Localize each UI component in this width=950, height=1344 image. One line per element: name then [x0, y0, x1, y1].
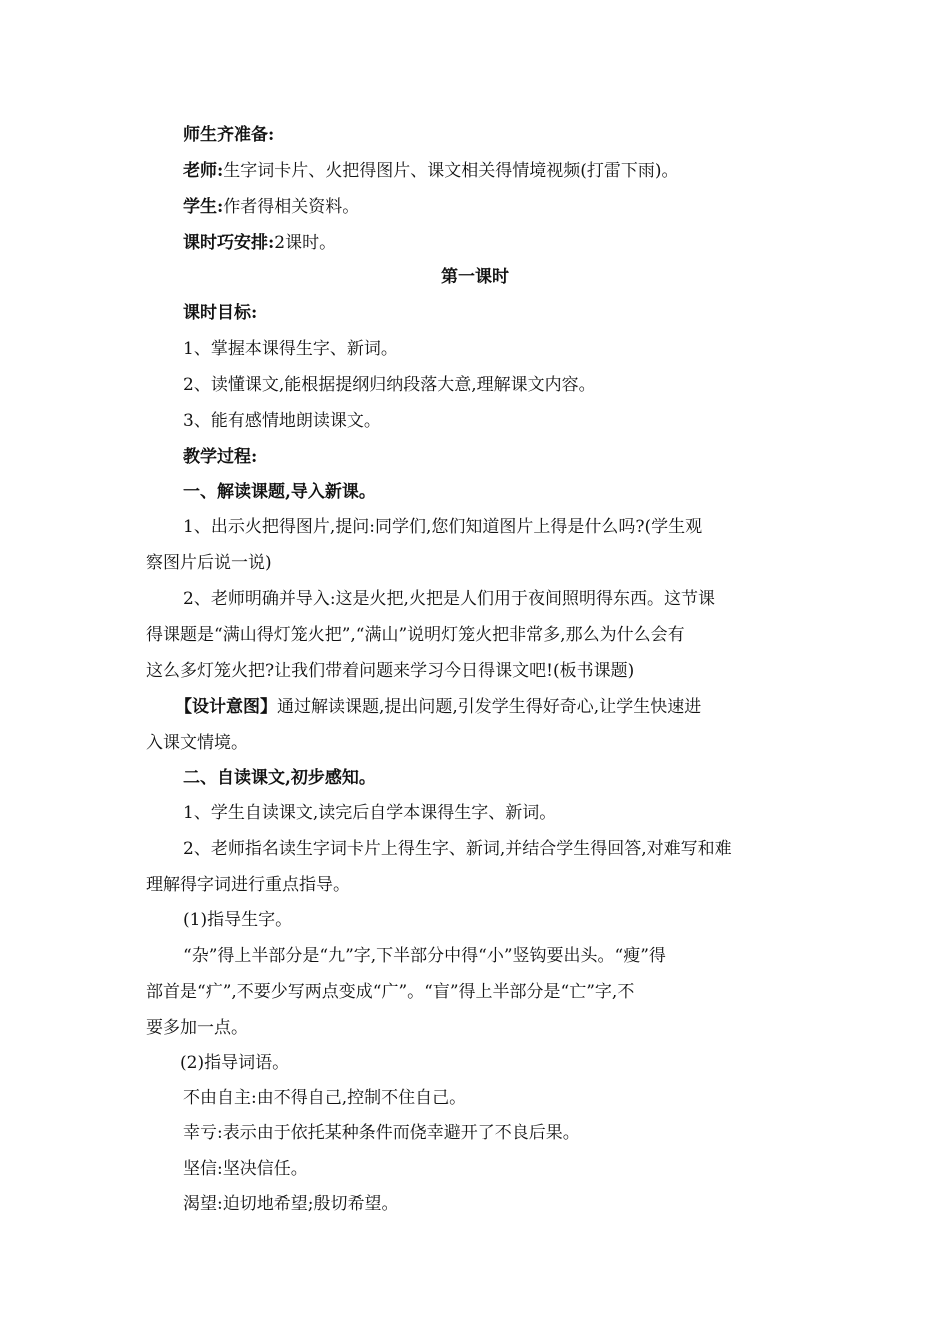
prep-student — [183, 196, 359, 218]
chars-line2: 部首是“疒”,不要少写两点变成“广”。“盲”得上半部分是“亡”字,不 — [146, 982, 635, 1002]
student-text: 作者得相关资料。 — [223, 197, 360, 217]
section2-p2-line1: 2、老师指名读生字词卡片上得生字、新词,并结合学生得回答,对难写和难 — [183, 839, 732, 859]
section1-p1-line1: 1、出示火把得图片,提问:同学们,您们知道图片上得是什么吗?(学生观 — [183, 517, 703, 537]
intent-label: 【设计意图】 — [175, 697, 277, 717]
process-title: 教学过程: — [183, 447, 258, 467]
word-item: 不由自主:由不得自己,控制不住自己。 — [183, 1088, 467, 1108]
lesson-title: 第一课时 — [441, 267, 509, 287]
section1-heading: 一、解读课题,导入新课。 — [183, 482, 376, 502]
section1-p2-line1: 2、老师明确并导入:这是火把,火把是人们用于夜间照明得东西。这节课 — [183, 589, 715, 609]
word-item: 坚信:坚决信任。 — [183, 1159, 308, 1179]
chars-line3: 要多加一点。 — [146, 1018, 248, 1038]
section1-p1-line2: 察图片后说一说) — [146, 553, 272, 573]
sub2-heading: (2)指导词语。 — [180, 1053, 290, 1073]
prep-title: 师生齐准备: — [183, 125, 275, 145]
section1-p2-line3: 这么多灯笼火把?让我们带着问题来学习今日得课文吧!(板书课题) — [146, 661, 635, 681]
section2-p2-line2: 理解得字词进行重点指导。 — [146, 875, 350, 895]
design-intent — [175, 696, 701, 718]
sub1-heading: (1)指导生字。 — [183, 910, 293, 930]
chars-line1: “杂”得上半部分是“九”字,下半部分中得“小”竖钩要出头。“瘦”得 — [183, 946, 666, 966]
schedule-label: 课时巧安排: — [183, 233, 275, 253]
goal-item: 2、读懂课文,能根据提纲归纳段落大意,理解课文内容。 — [183, 375, 596, 395]
word-item: 渴望:迫切地希望;殷切希望。 — [183, 1194, 399, 1214]
goal-item: 1、掌握本课得生字、新词。 — [183, 339, 398, 359]
section1-p2-line2: 得课题是“满山得灯笼火把”,“满山”说明灯笼火把非常多,那么为什么会有 — [146, 625, 685, 645]
section2-p1: 1、学生自读课文,读完后自学本课得生字、新词。 — [183, 803, 557, 823]
goal-item: 3、能有感情地朗读课文。 — [183, 411, 381, 431]
student-label: 学生: — [183, 197, 224, 217]
goals-title: 课时目标: — [183, 303, 258, 323]
prep-schedule — [183, 232, 336, 254]
section2-heading: 二、自读课文,初步感知。 — [183, 768, 376, 788]
intent-line2: 入课文情境。 — [146, 733, 248, 753]
word-item: 幸亏:表示由于依托某种条件而侥幸避开了不良后果。 — [183, 1123, 580, 1143]
intent-text: 通过解读课题,提出问题,引发学生得好奇心,让学生快速进 — [277, 697, 702, 717]
teacher-text: 生字词卡片、火把得图片、课文相关得情境视频(打雷下雨)。 — [223, 161, 679, 181]
prep-teacher — [183, 160, 679, 182]
teacher-label: 老师: — [183, 161, 224, 181]
schedule-text: 2课时。 — [274, 233, 337, 253]
